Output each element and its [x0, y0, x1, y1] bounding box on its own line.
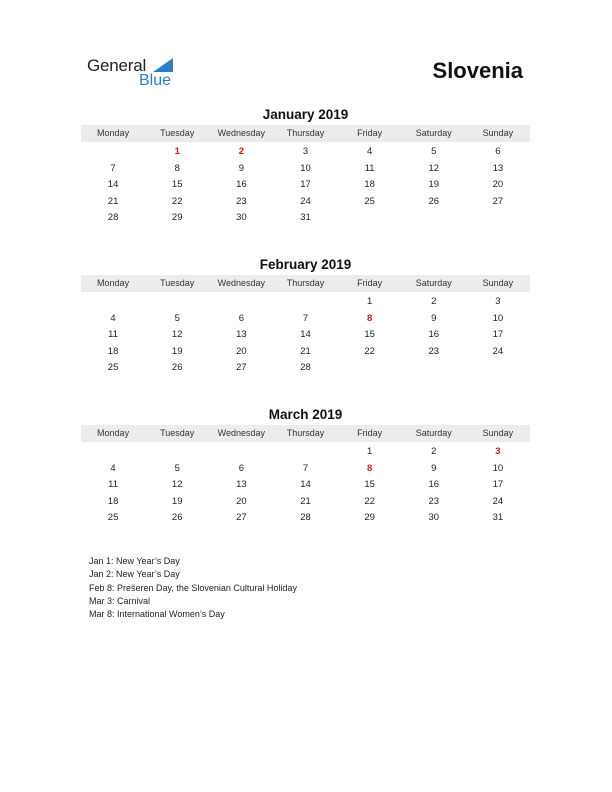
day-cell: 15 [171, 179, 183, 191]
logo-triangle-icon [153, 58, 173, 72]
holiday-note: Mar 8: International Women’s Day [89, 609, 225, 620]
day-cell: 18 [364, 179, 375, 191]
day-cell: 26 [171, 362, 183, 374]
day-cell: 28 [300, 362, 311, 374]
week-row [81, 194, 530, 211]
empty-day-cell [402, 210, 466, 227]
logo-blue-text: Blue [139, 72, 172, 89]
holiday-day-cell: 8 [366, 312, 373, 324]
day-cell: 31 [492, 512, 504, 524]
weekday-header [81, 275, 530, 292]
weekday-label: Friday [357, 428, 383, 438]
month-weeks [81, 142, 530, 227]
day-cell: 25 [364, 195, 375, 207]
day-cell: 13 [236, 329, 247, 341]
day-cell: 4 [366, 146, 373, 157]
day-cell: 24 [492, 345, 504, 357]
empty-day-cell [209, 294, 273, 311]
day-cell: 22 [364, 495, 375, 507]
day-cell: 5 [431, 146, 437, 157]
day-cell: 12 [171, 479, 183, 491]
empty-day-cell [81, 144, 145, 161]
holiday-day-cell: 2 [238, 146, 244, 157]
empty-day-cell [466, 210, 530, 227]
day-cell: 15 [364, 329, 375, 341]
holiday-day-cell: 1 [174, 146, 180, 157]
day-cell: 4 [110, 312, 116, 324]
month-january [81, 107, 530, 227]
day-cell: 3 [302, 146, 309, 157]
month-title: January 2019 [262, 107, 349, 122]
empty-day-cell [273, 444, 337, 461]
month-title: March 2019 [268, 407, 343, 422]
day-cell: 6 [238, 312, 244, 324]
day-cell: 12 [171, 329, 183, 341]
day-cell: 16 [428, 479, 440, 491]
day-cell: 4 [110, 462, 116, 474]
day-cell: 26 [171, 512, 183, 524]
weekday-label: Friday [357, 278, 383, 288]
week-row [81, 477, 530, 494]
day-cell: 17 [300, 179, 311, 191]
week-row [81, 311, 530, 328]
empty-day-cell [338, 360, 402, 377]
week-row [81, 161, 530, 178]
weekday-header [81, 125, 530, 142]
day-cell: 23 [428, 345, 440, 357]
weekday-label: Thursday [286, 428, 325, 438]
day-cell: 8 [174, 162, 180, 174]
weekday-label: Sunday [482, 128, 514, 138]
generalblue-logo [87, 56, 187, 92]
holiday-day-cell: 3 [495, 446, 501, 457]
week-row [81, 461, 530, 478]
day-cell: 12 [428, 162, 440, 174]
weekday-label: Wednesday [217, 128, 266, 138]
day-cell: 23 [236, 195, 247, 207]
day-cell: 1 [366, 446, 373, 457]
empty-day-cell [338, 210, 402, 227]
day-cell: 28 [107, 212, 119, 224]
month-weeks [81, 292, 530, 377]
empty-day-cell [145, 444, 209, 461]
day-cell: 26 [428, 195, 440, 207]
day-cell: 9 [431, 312, 437, 324]
day-cell: 29 [364, 512, 375, 524]
week-row [81, 144, 530, 161]
day-cell: 14 [300, 479, 311, 491]
day-cell: 30 [428, 512, 440, 524]
weekday-label: Saturday [415, 278, 452, 288]
day-cell: 17 [492, 479, 504, 491]
day-cell: 2 [431, 446, 437, 457]
day-cell: 27 [492, 195, 504, 207]
day-cell: 27 [236, 512, 247, 524]
week-row [81, 210, 530, 227]
day-cell: 19 [171, 495, 183, 507]
day-cell: 6 [495, 146, 501, 157]
holiday-note: Feb 8: Prešeren Day, the Slovenian Cultural Holiday [89, 582, 297, 593]
weekday-label: Tuesday [160, 278, 195, 288]
day-cell: 14 [300, 329, 311, 341]
weekday-label: Friday [357, 128, 383, 138]
weekday-label: Saturday [415, 128, 452, 138]
day-cell: 7 [302, 312, 309, 324]
country-title: Slovenia [432, 58, 523, 83]
day-cell: 20 [492, 179, 504, 191]
day-cell: 10 [300, 162, 311, 174]
day-cell: 14 [107, 179, 119, 191]
weekday-label: Tuesday [160, 128, 195, 138]
month-title: February 2019 [259, 257, 352, 272]
day-cell: 13 [236, 479, 247, 491]
weekday-label: Thursday [286, 128, 325, 138]
day-cell: 9 [431, 462, 437, 474]
month-march [81, 407, 530, 527]
day-cell: 22 [364, 345, 375, 357]
weekday-label: Thursday [286, 278, 325, 288]
week-row [81, 294, 530, 311]
week-row [81, 177, 530, 194]
day-cell: 30 [236, 212, 247, 224]
day-cell: 29 [171, 212, 183, 224]
holiday-note: Mar 3: Carnival [89, 595, 151, 606]
weekday-label: Wednesday [217, 278, 266, 288]
day-cell: 25 [107, 362, 119, 374]
day-cell: 25 [107, 512, 119, 524]
week-row [81, 494, 530, 511]
weekday-label: Monday [97, 428, 130, 438]
weekday-label: Monday [97, 128, 130, 138]
empty-day-cell [273, 294, 337, 311]
day-cell: 20 [236, 345, 247, 357]
day-cell: 2 [431, 296, 437, 307]
week-row [81, 327, 530, 344]
day-cell: 3 [495, 296, 501, 307]
weekday-label: Monday [97, 278, 130, 288]
weekday-label: Sunday [482, 278, 514, 288]
day-cell: 11 [364, 162, 375, 174]
day-cell: 27 [236, 362, 247, 374]
day-cell: 1 [366, 296, 373, 307]
day-cell: 15 [364, 479, 375, 491]
day-cell: 21 [300, 495, 311, 507]
empty-day-cell [81, 294, 145, 311]
day-cell: 18 [107, 495, 119, 507]
week-row [81, 344, 530, 361]
weekday-label: Wednesday [217, 428, 266, 438]
holiday-note: Jan 2: New Year’s Day [89, 569, 180, 580]
day-cell: 19 [428, 179, 440, 191]
week-row [81, 444, 530, 461]
day-cell: 6 [238, 462, 244, 474]
month-february [81, 257, 530, 377]
weekday-label: Saturday [415, 428, 452, 438]
empty-day-cell [209, 444, 273, 461]
day-cell: 16 [236, 179, 247, 191]
day-cell: 23 [428, 495, 440, 507]
day-cell: 17 [492, 329, 504, 341]
weekday-label: Tuesday [160, 428, 195, 438]
empty-day-cell [402, 360, 466, 377]
day-cell: 24 [300, 195, 311, 207]
day-cell: 31 [300, 212, 311, 224]
holiday-notes [89, 555, 297, 621]
logo-general-text: General [87, 56, 147, 75]
day-cell: 7 [110, 162, 116, 174]
day-cell: 16 [428, 329, 440, 341]
day-cell: 5 [174, 312, 180, 324]
weekday-header [81, 425, 530, 442]
day-cell: 10 [492, 462, 504, 474]
week-row [81, 510, 530, 527]
day-cell: 22 [171, 195, 183, 207]
day-cell: 9 [238, 162, 244, 174]
weekday-label: Sunday [482, 428, 514, 438]
day-cell: 28 [300, 512, 311, 524]
empty-day-cell [81, 444, 145, 461]
day-cell: 13 [492, 162, 504, 174]
day-cell: 11 [108, 479, 118, 491]
day-cell: 7 [302, 462, 309, 474]
day-cell: 11 [108, 329, 118, 341]
empty-day-cell [466, 360, 530, 377]
day-cell: 18 [107, 345, 119, 357]
day-cell: 5 [174, 462, 180, 474]
day-cell: 21 [107, 195, 119, 207]
day-cell: 21 [300, 345, 311, 357]
week-row [81, 360, 530, 377]
day-cell: 10 [492, 312, 504, 324]
day-cell: 19 [171, 345, 183, 357]
holiday-note: Jan 1: New Year’s Day [89, 556, 180, 566]
day-cell: 20 [236, 495, 247, 507]
empty-day-cell [145, 294, 209, 311]
month-weeks [81, 442, 530, 527]
day-cell: 24 [492, 495, 504, 507]
holiday-day-cell: 8 [366, 462, 373, 474]
